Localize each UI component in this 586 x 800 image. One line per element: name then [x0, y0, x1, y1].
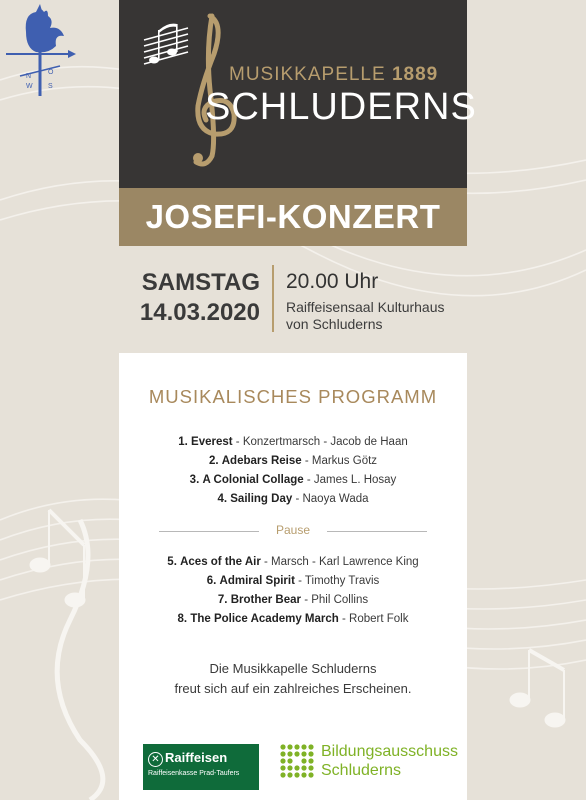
svg-text:S: S — [48, 83, 53, 90]
program-card — [119, 353, 467, 800]
event-weekday: SAMSTAG — [141, 269, 260, 296]
closing-line-2: freut sich auf ein zahlreiches Erscheinen. — [174, 681, 412, 696]
venue-line-2: von Schluderns — [286, 316, 383, 332]
event-date: 14.03.2020 — [139, 299, 260, 326]
pause-line-right — [327, 531, 427, 532]
bildungsausschuss-logo — [279, 741, 459, 793]
venue-line-1: Raiffeisensaal Kulturhaus — [286, 299, 445, 315]
dot-grid-icon — [279, 743, 317, 781]
raiffeisen-emblem-icon: ✕ — [148, 752, 163, 767]
club-name-main: SCHLUDERNS — [205, 86, 477, 128]
svg-text:W: W — [26, 83, 33, 90]
svg-text:O: O — [48, 69, 54, 76]
raiffeisen-name: Raiffeisen — [165, 750, 228, 765]
event-date-block — [119, 268, 260, 328]
pause-separator — [159, 521, 427, 541]
rooster-weathervane-icon — [4, 2, 76, 98]
program-title: MUSIKALISCHES PROGRAMM — [148, 386, 438, 407]
bildungsausschuss-line-2: Schluderns — [321, 762, 402, 779]
event-title: JOSEFI-KONZERT — [145, 198, 441, 235]
program-item: 8. The Police Academy March - Robert Folk — [177, 613, 409, 625]
pause-label: Pause — [275, 523, 311, 537]
club-name-top: MUSIKKAPELLE 1889 — [229, 64, 439, 85]
club-year: 1889 — [391, 64, 439, 85]
event-title-banner — [119, 188, 467, 246]
closing-message — [119, 659, 467, 699]
program-item: 6. Admiral Spirit - Timothy Travis — [206, 575, 380, 587]
program-item: 5. Aces of the Air - Marsch - Karl Lawrence King — [167, 556, 419, 568]
bildungsausschuss-line-1: Bildungsausschuss — [321, 743, 458, 760]
program-item: 3. A Colonial Collage - James L. Hosay — [189, 474, 397, 486]
program-item: 4. Sailing Day - Naoya Wada — [217, 493, 369, 505]
program-item: 7. Brother Bear - Phil Collins — [217, 594, 369, 606]
date-divider — [272, 265, 274, 332]
event-time: 20.00 Uhr — [286, 270, 379, 293]
svg-text:N: N — [26, 73, 32, 80]
raiffeisen-logo — [143, 744, 259, 790]
program-item: 1. Everest - Konzertmarsch - Jacob de Haan — [178, 436, 408, 448]
raiffeisen-subtitle: Raiffeisenkasse Prad-Taufers — [148, 770, 240, 777]
event-venue — [286, 299, 445, 333]
closing-line-1: Die Musikkapelle Schluderns — [209, 661, 377, 676]
program-item: 2. Adebars Reise - Markus Götz — [208, 455, 378, 467]
